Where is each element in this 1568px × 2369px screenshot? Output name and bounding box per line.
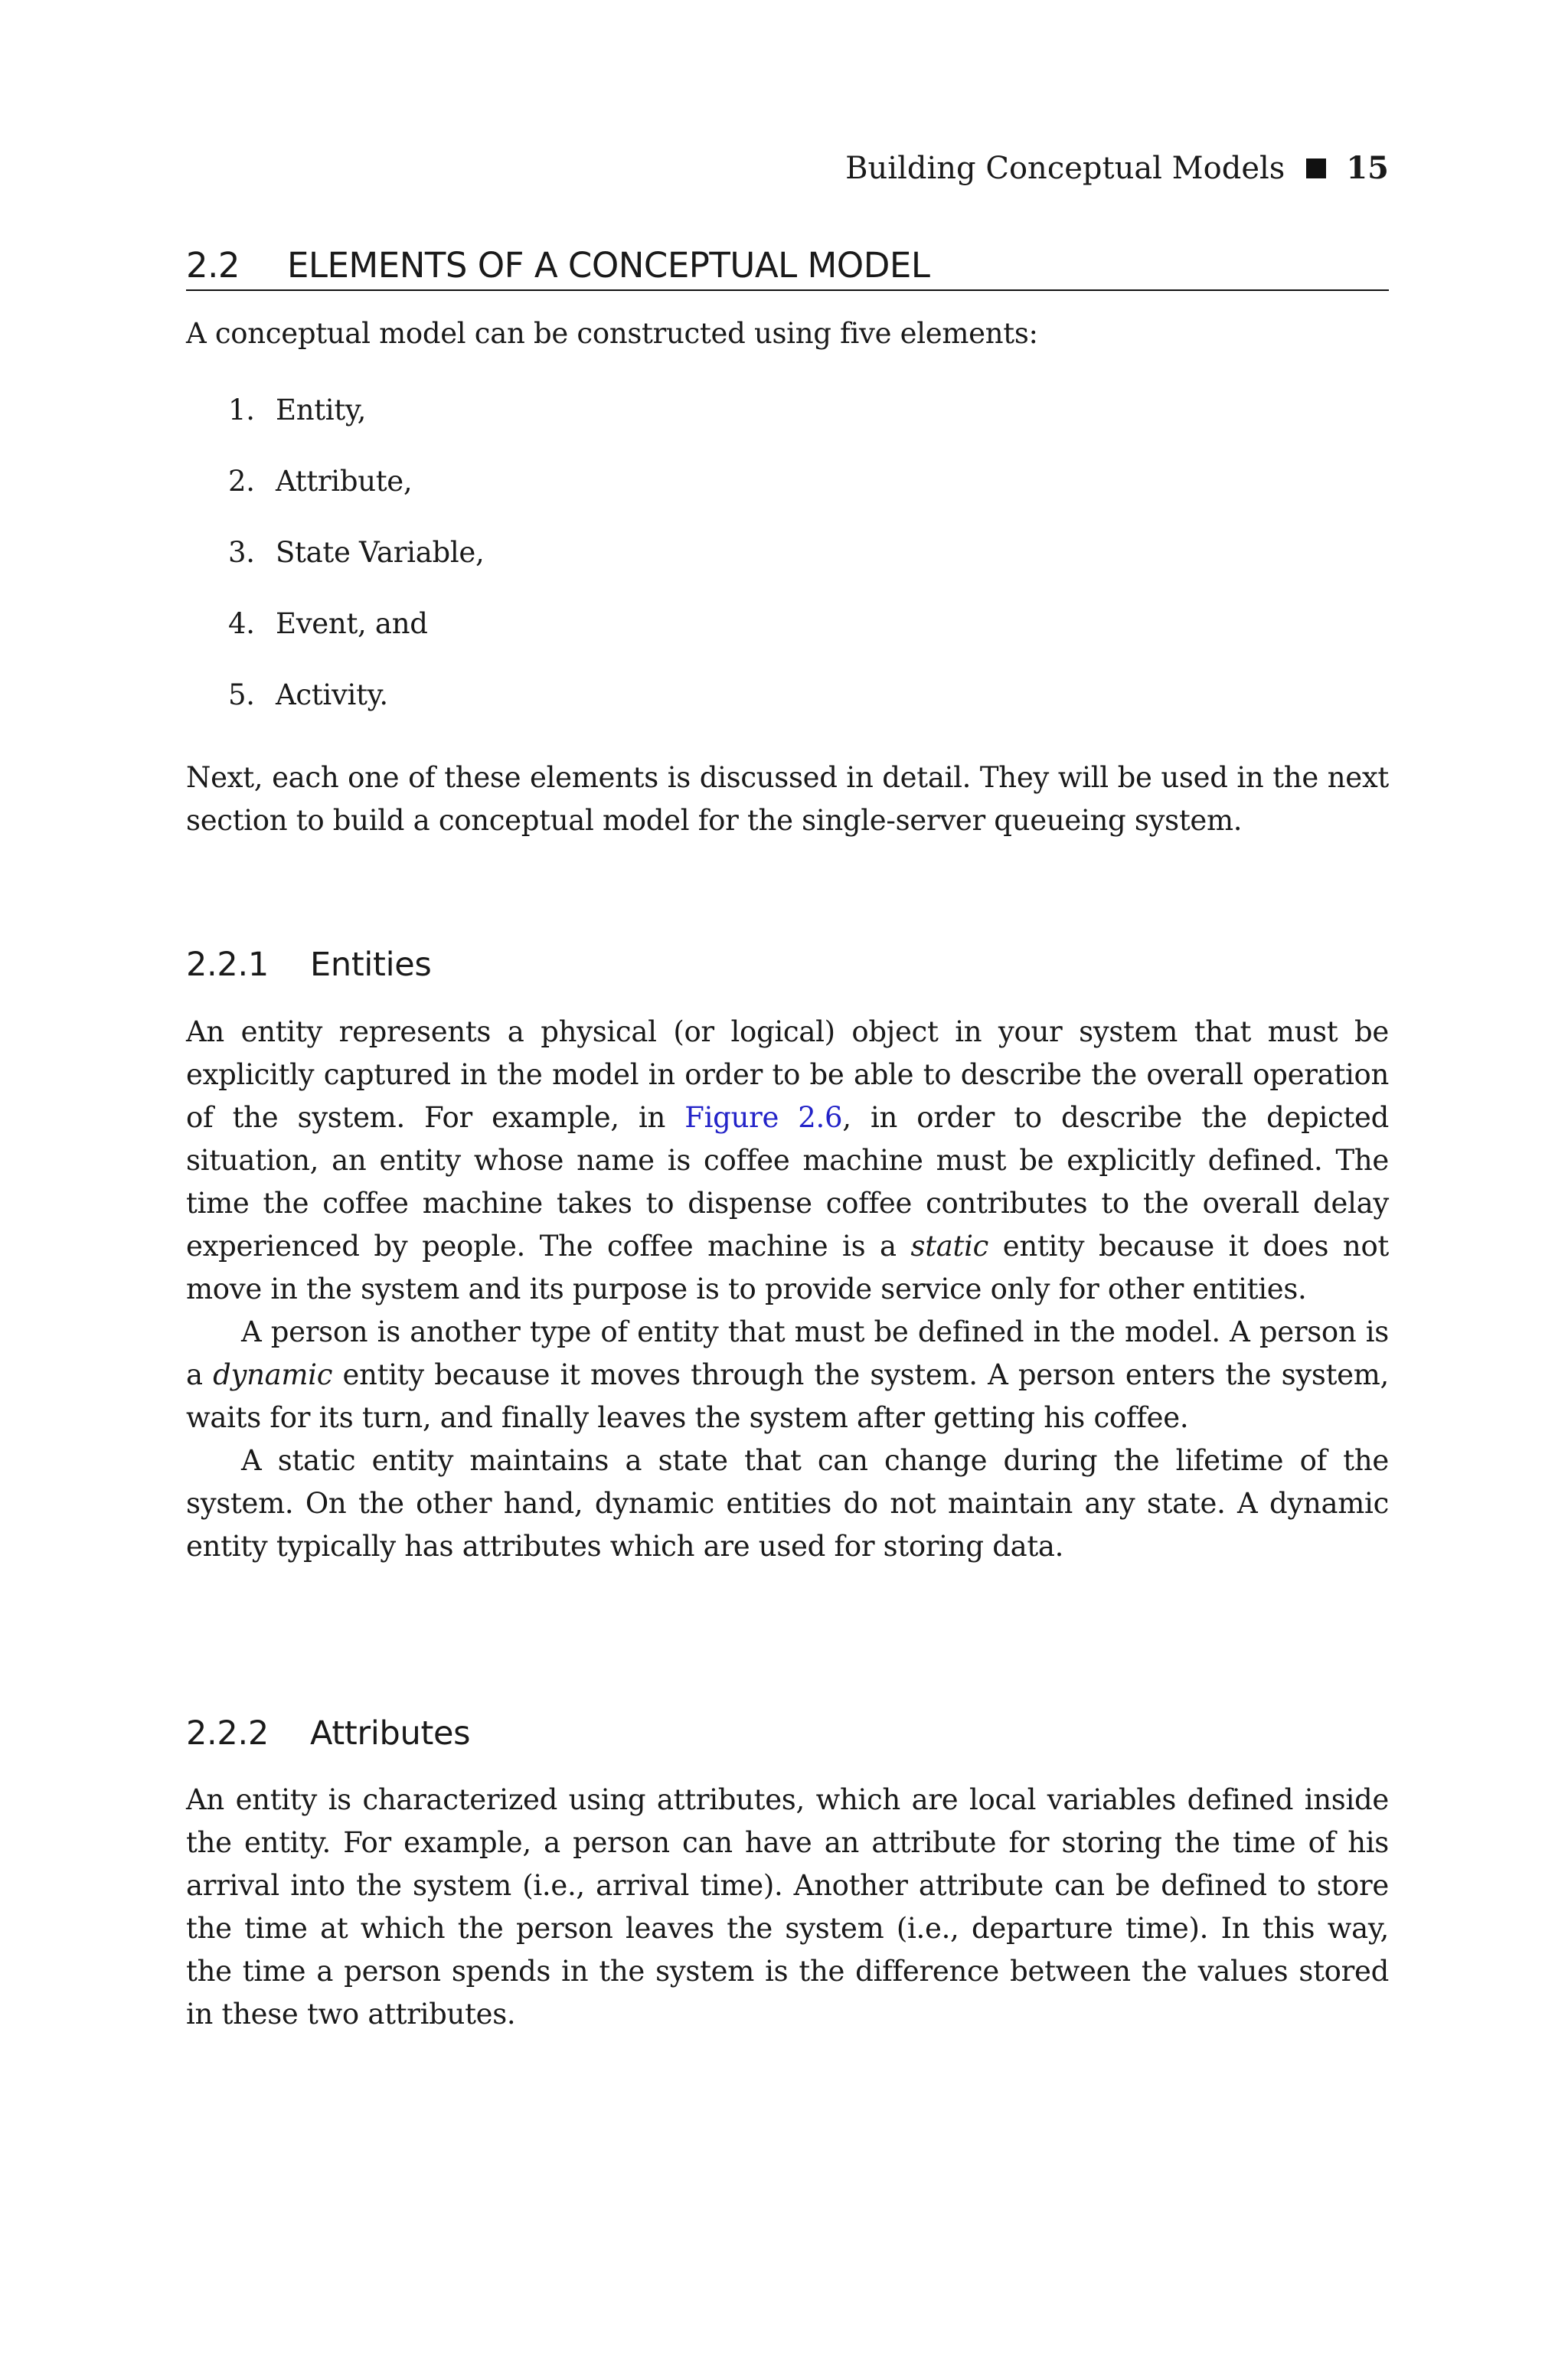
list-item [228, 460, 484, 531]
paragraph-text: , in order to describe the depicted situation, an entity whose name is coffee machine must be explicitly defined. The time the coffee machine takes to dispense coffee contributes to the overall delay experienced by people. The coffee machine is a [186, 1101, 1389, 1263]
list-item-number: 1. [228, 394, 255, 426]
paragraph-text: entity because it does not move in the system and its purpose is to provide service only for other entities. [186, 1230, 1389, 1305]
list-item-label: State Variable, [276, 536, 485, 569]
entities-paragraph-2 [186, 1311, 1389, 1439]
next-paragraph [186, 756, 1389, 842]
paragraph-text: A person is another type of entity that must be defined in the model. A person is a [186, 1315, 1389, 1391]
attributes-body [186, 1779, 1389, 2036]
list-item [228, 603, 484, 674]
entities-paragraph-3: A static entity maintains a state that can change during the lifetime of the system. On the other hand, dynamic entities do not maintain any state. A dynamic entity typically has attributes which are used for storing data. [186, 1444, 1389, 1563]
list-item-label: Attribute, [276, 465, 413, 498]
subsection-title: Attributes [310, 1714, 471, 1753]
figure-link[interactable]: Figure 2.6 [684, 1101, 843, 1134]
intro-text: A conceptual model can be constructed using five elements: [186, 317, 1038, 350]
list-item [228, 389, 484, 460]
list-item-number: 4. [228, 607, 255, 640]
subsection-number: 2.2.2 [186, 1714, 269, 1753]
next-paragraph-text: Next, each one of these elements is discussed in detail. They will be used in the next section to build a conceptual model for the single-server queueing system. [186, 761, 1389, 837]
attributes-paragraph-1: An entity is characterized using attributes, which are local variables defined inside the entity. For example, a person can have an attribute for storing the time of his arrival into the system (i.e., arrival time). Another attribute can be defined to store the time at which the person leaves the system (i.e., departure time). In this way, the time a person spends in the system is the difference between the values stored in these two attributes. [186, 1783, 1389, 2031]
entities-body [186, 1011, 1389, 1568]
list-item-number: 2. [228, 465, 255, 498]
entities-paragraph-1 [186, 1011, 1389, 1311]
intro-paragraph [186, 312, 1389, 355]
list-item-label: Event, and [276, 607, 428, 640]
running-header [845, 150, 1389, 187]
paragraph-text: entity because it moves through the system. A person enters the system, waits for its turn, and finally leaves the system after getting his coffee. [186, 1358, 1389, 1434]
page-number: 15 [1346, 150, 1389, 186]
list-item-number: 5. [228, 678, 255, 711]
subsection-title: Entities [310, 946, 432, 984]
elements-list [228, 389, 484, 745]
list-item-number: 3. [228, 536, 255, 569]
emphasis-text: dynamic [213, 1358, 333, 1391]
running-title: Building Conceptual Models [845, 151, 1285, 186]
list-item [228, 531, 484, 603]
subsection-number: 2.2.1 [186, 946, 269, 984]
section-title: ELEMENTS OF A CONCEPTUAL MODEL [287, 245, 930, 286]
square-bullet-icon [1306, 158, 1326, 178]
emphasis-text: static [910, 1230, 989, 1263]
list-item-label: Entity, [276, 394, 367, 426]
paragraph-text: An entity represents a physical (or logical) object in your system that must be explicitly captured in the model in order to be able to describe the overall operation of the system. For example, in [186, 1015, 1389, 1134]
section-number: 2.2 [186, 245, 240, 286]
list-item-label: Activity. [276, 678, 388, 711]
subsection-heading-entities [186, 943, 432, 986]
subsection-heading-attributes [186, 1712, 470, 1755]
list-item [228, 674, 484, 745]
section-heading [186, 243, 1389, 291]
